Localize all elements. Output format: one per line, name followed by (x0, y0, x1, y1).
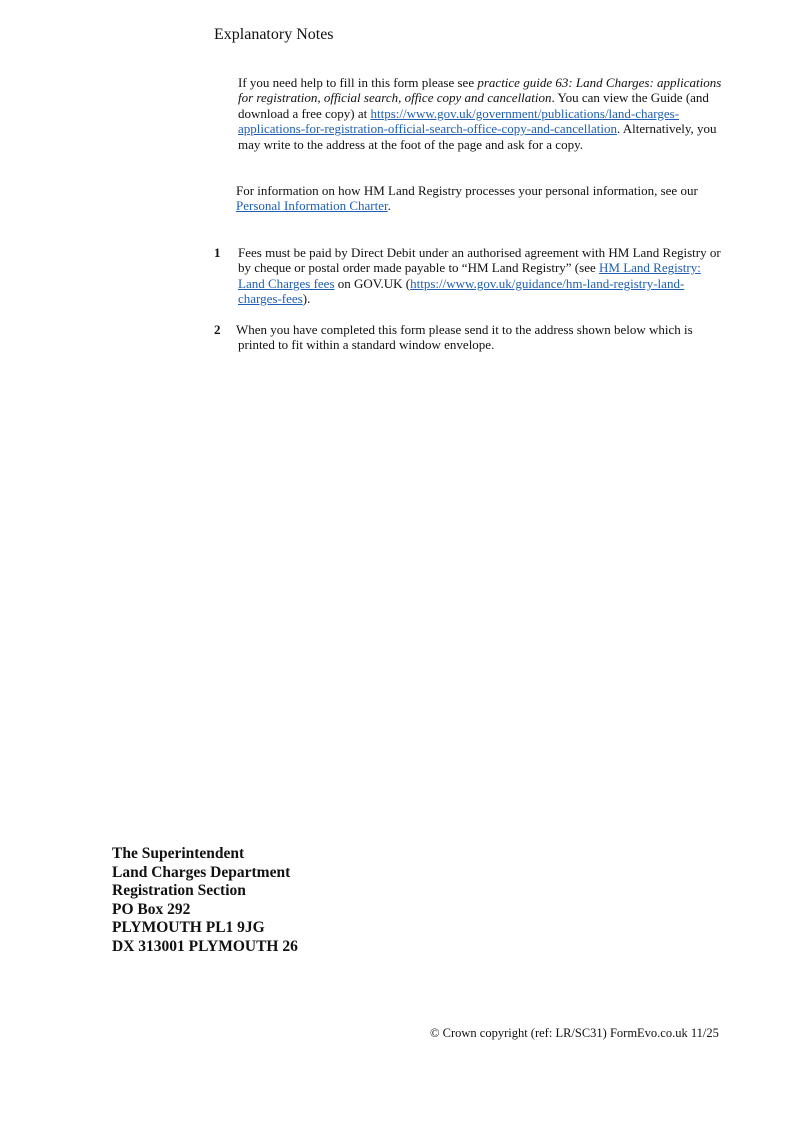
address-line: PLYMOUTH PL1 9JG (112, 919, 265, 937)
fees-url-link[interactable]: https://www.gov.uk/guidance/hm-land-registry-land-charges-fees (238, 275, 685, 307)
privacy-paragraph (236, 183, 722, 214)
copyright-footer: © Crown copyright (ref: LR/SC31) FormEvo.co.uk 11/25 (430, 1026, 719, 1040)
note-2-text-line-2: printed to fit within a standard window envelope. (238, 337, 495, 352)
address-line: The Superintendent (112, 845, 245, 862)
guide-name: practice guide 63: Land Charges: applications for registration, official search, office copy and cancellation (238, 75, 722, 106)
note-1-suffix-text: ). (302, 291, 311, 307)
page-title: Explanatory Notes (214, 26, 334, 43)
help-prefix-text: If you need help to fill in this form please see (238, 75, 478, 90)
note-1-prefix-text: Fees must be paid by Direct Debit under an authorised agreement with HM Land Registry or by cheque or postal order made payable to “HM Land Registry” (see (238, 245, 721, 276)
note-1-number: 1 (214, 245, 221, 260)
guide-url-link[interactable]: https://www.gov.uk/government/publications/land-charges-applications-for-registration-official-search-office-copy-and-cancellation (238, 105, 680, 137)
help-suffix-text: . Alternatively, you may write to the address at the foot of the page and ask for a copy. (238, 121, 717, 152)
address-line: Registration Section (112, 882, 246, 900)
help-mid-text: . You can view the Guide (and download a free copy) at (238, 90, 709, 121)
privacy-suffix-text: . (387, 198, 391, 214)
return-address (112, 845, 298, 957)
privacy-prefix-text: For information on how HM Land Registry processes your personal information, see our (236, 183, 698, 198)
address-line: Land Charges Department (112, 863, 291, 881)
note-2-text-line-1: When you have completed this form please send it to the address shown below which is (236, 322, 693, 337)
personal-information-charter-link[interactable]: Personal Information Charter (236, 198, 388, 214)
note-2-number: 2 (214, 322, 221, 337)
address-line: DX 313001 PLYMOUTH 26 (112, 937, 298, 955)
help-paragraph (238, 75, 722, 152)
note-1-mid-text: on GOV.UK ( (334, 275, 411, 291)
address-line: PO Box 292 (112, 900, 191, 918)
land-charges-fees-link[interactable]: HM Land Registry: Land Charges fees (238, 260, 701, 291)
note-1-text (238, 245, 724, 307)
